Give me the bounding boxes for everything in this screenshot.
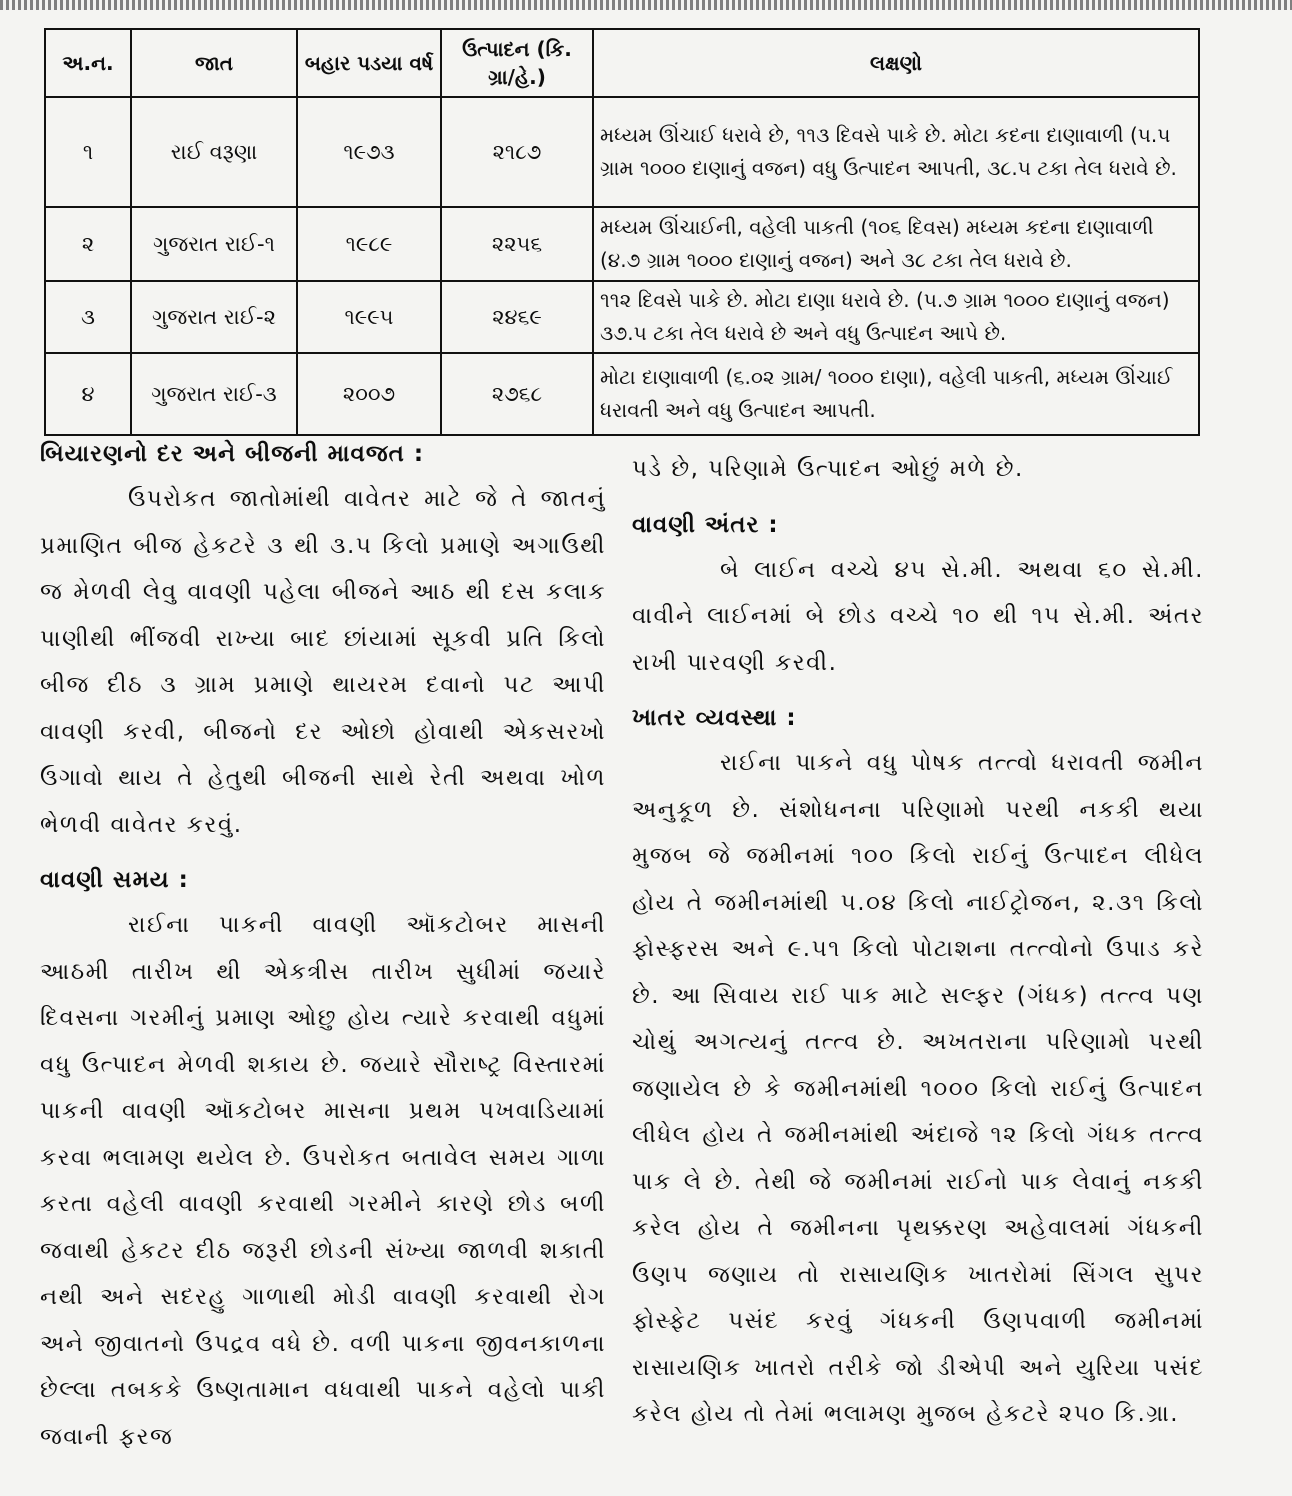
- cell-features: મોટા દાણાવાળી (૬.૦૨ ગ્રામ/ ૧૦૦૦ દાણા), વહેલી પાકતી, મધ્યમ ઊંચાઈ ધરાવતી અને વધુ ઉત્પાદન આપતી.: [593, 353, 1199, 435]
- cell-serial: ૨: [45, 207, 131, 281]
- cell-year: ૧૯૭૩: [297, 97, 441, 207]
- cell-serial: ૩: [45, 281, 131, 353]
- seed-rate-paragraph: ઉપરોકત જાતોમાંથી વાવેતર માટે જે તે જાતનું પ્રમાણિત બીજ હેકટરે ૩ થી ૩.૫ કિલો પ્રમાણે અગાઉથી જ મેળવી લેવુ વાવણી પહેલા બીજને આઠ થી દસ કલાક પાણીથી ભીંજવી રાખ્યા બાદ છાંયામાં સૂકવી પ્રતિ કિલો બીજ દીઠ ૩ ગ્રામ પ્રમાણે થાયરમ દવાનો પટ આપી વાવણી કરવી, બીજનો દર ઓછો હોવાથી એકસરખો ઉગાવો થાય તે હેતુથી બીજની સાથે રેતી અથવા ખોળ ભેળવી વાવેતર કરવું.: [40, 486, 606, 838]
- cell-serial: ૧: [45, 97, 131, 207]
- table-row: [45, 207, 1199, 281]
- header-release-year: બહાર પડયા વર્ષ: [297, 29, 441, 97]
- sowing-time-paragraph: રાઈના પાકની વાવણી ઑકટોબર માસની આઠમી તારીખ થી એકત્રીસ તારીખ સુધીમાં જયારે દિવસના ગરમીનું પ્રમાણ ઓછુ હોય ત્યારે કરવાથી વધુમાં વધુ ઉત્પાદન મેળવી શકાય છે. જયારે સૌરાષ્ટ્ર વિસ્તારમાં પાકની વાવણી ઑકટોબર માસના પ્રથમ પખવાડિયામાં કરવા ભલામણ થયેલ છે. ઉપરોકત બતાવેલ સમય ગાળા કરતા વહેલી વાવણી કરવાથી ગરમીને કારણે છોડ બળી જવાથી હેકટર દીઠ જરૂરી છોડની સંખ્યા જાળવી શકાતી નથી અને સદરહુ ગાળાથી મોડી વાવણી કરવાથી રોગ અને જીવાતનો ઉપદ્રવ વધે છે. વળી પાકના જીવનકાળના છેલ્લા તબકકે ઉષ્ણતામાન વધવાથી પાકને વહેલો પાકી જવાની ફરજ: [40, 912, 606, 1450]
- cell-variety: ગુજરાત રાઈ-૩: [131, 353, 297, 435]
- header-variety: જાત: [131, 29, 297, 97]
- table-header-row: [45, 29, 1199, 97]
- table-row: [45, 281, 1199, 353]
- header-features: લક્ષણો: [593, 29, 1199, 97]
- header-yield: ઉત્પાદન (કિ. ગ્રા/હે.): [441, 29, 593, 97]
- cell-features: મધ્યમ ઊંચાઈની, વહેલી પાકતી (૧૦૬ દિવસ) મધ્યમ કદના દાણાવાળી (૪.૭ ગ્રામ ૧૦૦૦ દાણાનું વજન) અને ૩૮ ટકા તેલ ધરાવે છે.: [593, 207, 1199, 281]
- cell-variety: ગુજરાત રાઈ-૧: [131, 207, 297, 281]
- page-top-edge: [0, 0, 1292, 10]
- left-column: [40, 432, 606, 1460]
- continuation-paragraph: પડે છે, પરિણામે ઉત્પાદન ઓછું મળે છે.: [632, 456, 1024, 482]
- sowing-time-heading: વાવણી સમય :: [40, 867, 189, 893]
- fertilizer-heading: ખાતર વ્યવસ્થા :: [632, 705, 797, 731]
- cell-variety: ગુજરાત રાઈ-૨: [131, 281, 297, 353]
- cell-serial: ૪: [45, 353, 131, 435]
- sowing-spacing-paragraph: બે લાઈન વચ્ચે ૪૫ સે.મી. અથવા ૬૦ સે.મી. વાવીને લાઈનમાં બે છોડ વચ્ચે ૧૦ થી ૧૫ સે.મી. અંતર રાખી પારવણી કરવી.: [632, 556, 1204, 676]
- cell-yield: ૨૧૮૭: [441, 97, 593, 207]
- table-row: [45, 353, 1199, 435]
- sowing-spacing-heading: વાવણી અંતર :: [632, 511, 779, 538]
- cell-year: ૧૯૮૯: [297, 207, 441, 281]
- cell-yield: ૨૪૬૯: [441, 281, 593, 353]
- right-column: [632, 446, 1204, 1438]
- cell-features: ૧૧૨ દિવસે પાકે છે. મોટા દાણા ધરાવે છે. (૫.૭ ગ્રામ ૧૦૦૦ દાણાનું વજન) ૩૭.૫ ટકા તેલ ધરાવે છે અને વધુ ઉત્પાદન આપે છે.: [593, 281, 1199, 353]
- cell-year: ૧૯૯૫: [297, 281, 441, 353]
- cell-yield: ૨૭૬૮: [441, 353, 593, 435]
- seed-rate-heading: બિયારણનો દર અને બીજની માવજત :: [40, 441, 425, 467]
- table-row: [45, 97, 1199, 207]
- cell-year: ૨૦૦૭: [297, 353, 441, 435]
- variety-table: [44, 28, 1200, 436]
- cell-yield: ૨૨૫૬: [441, 207, 593, 281]
- cell-variety: રાઈ વરૂણા: [131, 97, 297, 207]
- header-serial: અ.ન.: [45, 29, 131, 97]
- cell-features: મધ્યમ ઊંચાઈ ધરાવે છે, ૧૧૩ દિવસે પાકે છે. મોટા કદના દાણાવાળી (૫.૫ ગ્રામ ૧૦૦૦ દાણાનું વજન) વધુ ઉત્પાદન આપતી, ૩૮.૫ ટકા તેલ ધરાવે છે.: [593, 97, 1199, 207]
- fertilizer-paragraph: રાઈના પાકને વધુ પોષક તત્ત્વો ધરાવતી જમીન અનુકૂળ છે. સંશોધનના પરિણામો પરથી નકકી થયા મુજબ જે જમીનમાં ૧૦૦ કિલો રાઈનું ઉત્પાદન લીધેલ હોય તે જમીનમાંથી ૫.૦૪ કિલો નાઈટ્રોજન, ૨.૩૧ કિલો ફોસ્ફરસ અને ૯.૫૧ કિલો પોટાશના તત્ત્વોનો ઉપાડ કરે છે. આ સિવાય રાઈ પાક માટે સલ્ફર (ગંધક) તત્ત્વ પણ ચોથું અગત્યનું તત્ત્વ છે. અખતરાના પરિણામો પરથી જણાયેલ છે કે જમીનમાંથી ૧૦૦૦ કિલો રાઈનું ઉત્પાદન લીધેલ હોય તે જમીનમાંથી અંદાજે ૧૨ કિલો ગંધક તત્ત્વ પાક લે છે. તેથી જે જમીનમાં રાઈનો પાક લેવાનું નકકી કરેલ હોય તે જમીનના પૃથક્કરણ અહેવાલમાં ગંધકની ઉણપ જણાય તો રાસાયણિક ખાતરોમાં સિંગલ સુપર ફોસ્ફેટ પસંદ કરવું ગંધકની ઉણપવાળી જમીનમાં રાસાયણિક ખાતરો તરીકે જો ડીએપી અને યુરિયા પસંદ કરેલ હોય તો તેમાં ભલામણ મુજબ હેકટરે ૨૫૦ કિ.ગ્રા.: [632, 750, 1204, 1427]
